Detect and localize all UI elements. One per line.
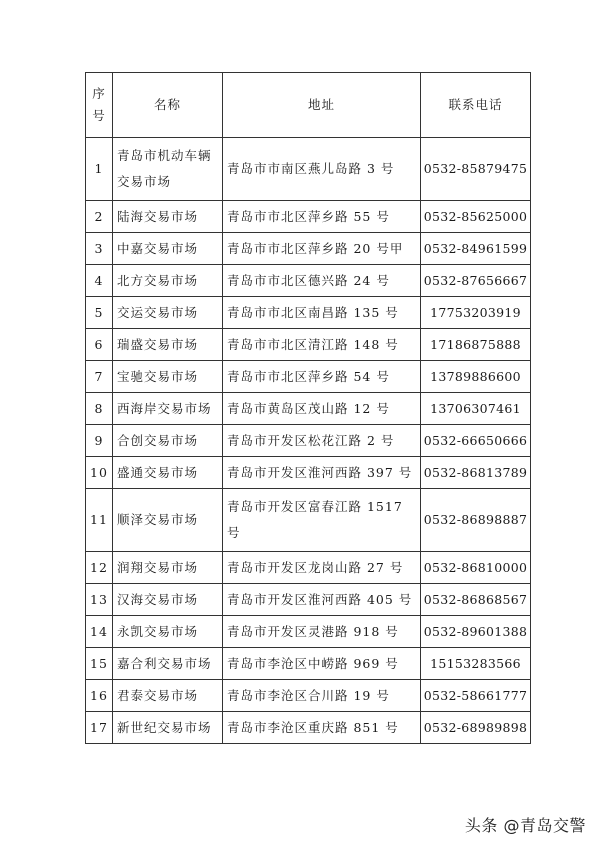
row-phone: 0532-85625000 [421,201,531,233]
row-address: 青岛市李沧区重庆路 851 号 [223,712,421,744]
row-name: 宝驰交易市场 [113,361,223,393]
row-address: 青岛市黄岛区茂山路 12 号 [223,393,421,425]
table-row [86,552,531,584]
table-row [86,712,531,744]
row-phone: 0532-86898887 [421,489,531,552]
row-phone: 0532-66650666 [421,425,531,457]
row-phone: 0532-89601388 [421,616,531,648]
watermark: 头条 @青岛交警 [464,816,586,835]
row-address: 青岛市市北区萍乡路 20 号甲 [223,233,421,265]
row-index: 6 [86,329,113,361]
row-phone: 15153283566 [421,648,531,680]
row-index: 11 [86,489,113,552]
header-address: 地址 [223,73,421,138]
table-row [86,361,531,393]
markets-table [85,72,531,744]
header-phone: 联系电话 [421,73,531,138]
row-index: 8 [86,393,113,425]
row-name: 中嘉交易市场 [113,233,223,265]
row-phone: 0532-86810000 [421,552,531,584]
row-name: 瑞盛交易市场 [113,329,223,361]
row-name: 新世纪交易市场 [113,712,223,744]
header-name: 名称 [113,73,223,138]
row-index: 2 [86,201,113,233]
table-row [86,616,531,648]
row-phone: 17753203919 [421,297,531,329]
row-name: 青岛市机动车辆交易市场 [113,138,223,201]
table-row [86,584,531,616]
row-address: 青岛市李沧区合川路 19 号 [223,680,421,712]
row-address: 青岛市开发区松花江路 2 号 [223,425,421,457]
table-row [86,329,531,361]
row-phone: 13706307461 [421,393,531,425]
table-row [86,201,531,233]
row-index: 4 [86,265,113,297]
row-phone: 13789886600 [421,361,531,393]
row-name: 北方交易市场 [113,265,223,297]
row-phone: 0532-87656667 [421,265,531,297]
row-index: 13 [86,584,113,616]
row-index: 3 [86,233,113,265]
row-name: 顺泽交易市场 [113,489,223,552]
row-name: 嘉合利交易市场 [113,648,223,680]
row-address: 青岛市开发区龙岗山路 27 号 [223,552,421,584]
row-index: 14 [86,616,113,648]
row-index: 12 [86,552,113,584]
table-row [86,265,531,297]
row-address: 青岛市开发区淮河西路 405 号 [223,584,421,616]
table-row [86,680,531,712]
row-name: 西海岸交易市场 [113,393,223,425]
row-name: 君泰交易市场 [113,680,223,712]
row-phone: 0532-68989898 [421,712,531,744]
row-phone: 17186875888 [421,329,531,361]
row-name: 永凯交易市场 [113,616,223,648]
row-name: 交运交易市场 [113,297,223,329]
row-index: 15 [86,648,113,680]
row-address: 青岛市开发区淮河西路 397 号 [223,457,421,489]
row-phone: 0532-86813789 [421,457,531,489]
table-row [86,233,531,265]
row-index: 10 [86,457,113,489]
table-row [86,393,531,425]
row-index: 7 [86,361,113,393]
row-phone: 0532-85879475 [421,138,531,201]
row-address: 青岛市李沧区中崂路 969 号 [223,648,421,680]
table-row [86,457,531,489]
row-name: 汉海交易市场 [113,584,223,616]
table-row [86,297,531,329]
row-address: 青岛市市北区南昌路 135 号 [223,297,421,329]
row-name: 合创交易市场 [113,425,223,457]
row-name: 陆海交易市场 [113,201,223,233]
row-address: 青岛市市北区萍乡路 55 号 [223,201,421,233]
row-name: 盛通交易市场 [113,457,223,489]
table-row [86,489,531,552]
row-address: 青岛市开发区富春江路 1517 号 [223,489,421,552]
row-phone: 0532-58661777 [421,680,531,712]
row-phone: 0532-84961599 [421,233,531,265]
row-phone: 0532-86868567 [421,584,531,616]
table-row [86,138,531,201]
row-index: 17 [86,712,113,744]
row-index: 16 [86,680,113,712]
row-address: 青岛市市北区萍乡路 54 号 [223,361,421,393]
table-row [86,648,531,680]
header-index: 序号 [86,73,113,138]
row-name: 润翔交易市场 [113,552,223,584]
row-address: 青岛市市北区清江路 148 号 [223,329,421,361]
row-index: 9 [86,425,113,457]
row-address: 青岛市市北区德兴路 24 号 [223,265,421,297]
row-index: 1 [86,138,113,201]
row-index: 5 [86,297,113,329]
row-address: 青岛市开发区灵港路 918 号 [223,616,421,648]
table-header-row [86,73,531,138]
row-address: 青岛市市南区燕儿岛路 3 号 [223,138,421,201]
table-row [86,425,531,457]
